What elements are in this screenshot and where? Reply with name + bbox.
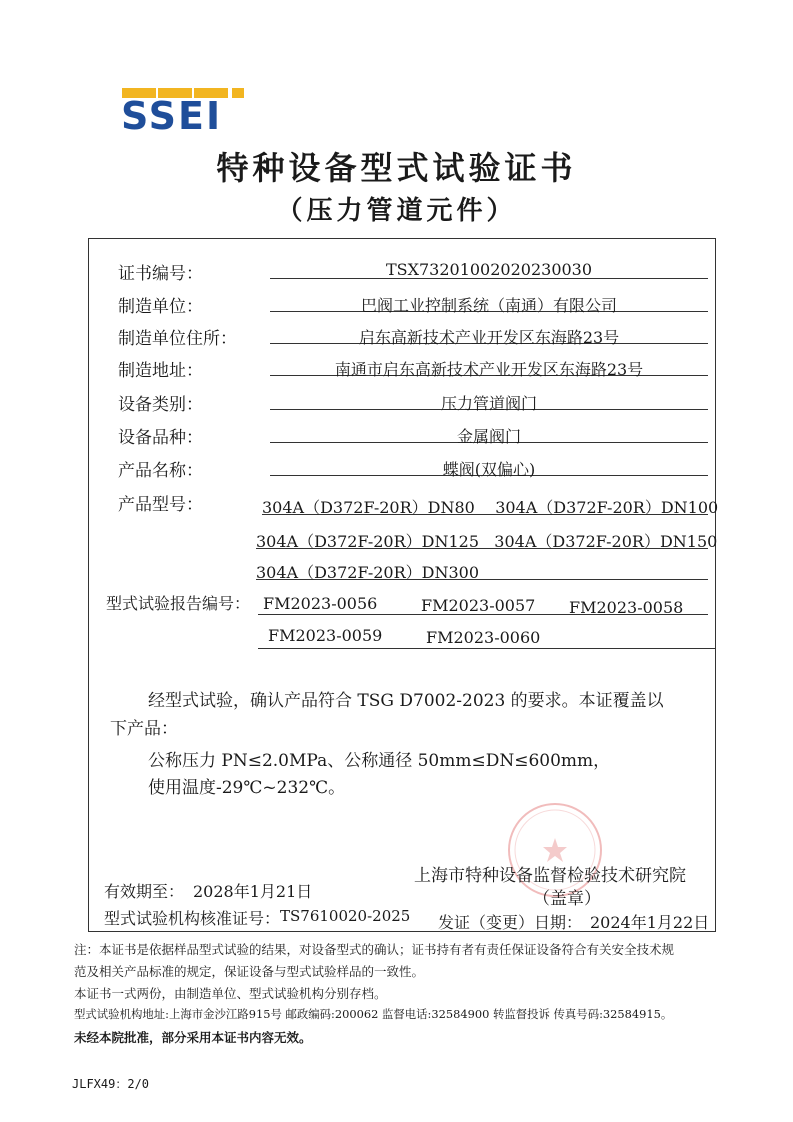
note-line-1: 注：本证书是依据样品型式试验的结果，对设备型式的确认；证书持有者有责任保证设备符合有关安全技术规 bbox=[74, 942, 675, 957]
report-no-item: FM2023-0058 bbox=[569, 598, 684, 617]
coverage-line-pressure: 公称压力 PN≤2.0MPa、公称通径 50mm≤DN≤600mm， bbox=[148, 751, 611, 771]
note-line-3: 本证书一式两份，由制造单位、型式试验机构分别存档。 bbox=[74, 986, 387, 1001]
product-model-label: 产品型号： bbox=[118, 495, 203, 515]
certificate-subtitle: （压力管道元件） bbox=[276, 196, 517, 226]
issue-date-value: 2024年1月22日 bbox=[590, 913, 710, 932]
note-line-2: 范及相关产品标准的规定，保证设备与型式试验样品的一致性。 bbox=[74, 964, 425, 979]
product-model-line-1: 304A（D372F-20R）DN80 304A（D372F-20R）DN100 bbox=[262, 498, 719, 517]
approval-label: 型式试验机构核准证号： bbox=[104, 909, 281, 928]
issuer-name: 上海市特种设备监督检验技术研究院 bbox=[414, 866, 686, 886]
validity-date: 2028年1月21日 bbox=[193, 882, 313, 901]
manufacturing-site-value: 南通市启东高新技术产业开发区东海路23号 bbox=[334, 360, 644, 379]
conclusion-line-2: 下产品： bbox=[110, 719, 178, 739]
report-no-underline-2 bbox=[258, 648, 716, 649]
coverage-line-temperature: 使用温度-29℃~232℃。 bbox=[148, 778, 346, 798]
product-name-value: 蝶阀(双偏心) bbox=[442, 460, 536, 479]
ssei-logo bbox=[120, 86, 260, 132]
report-no-item: FM2023-0056 bbox=[263, 594, 378, 613]
cert-no-label: 证书编号： bbox=[118, 264, 203, 284]
equipment-category-label: 设备类别： bbox=[118, 395, 203, 415]
issue-date-label: 发证（变更）日期： bbox=[438, 913, 583, 932]
note-line-5: 未经本院批准，部分采用本证书内容无效。 bbox=[74, 1030, 312, 1045]
report-no-item: FM2023-0060 bbox=[426, 628, 541, 647]
note-line-4: 型式试验机构地址:上海市金沙江路915号 邮政编码:200062 监督电话:32584900 转监督投诉 传真号码:32584915。 bbox=[74, 1007, 673, 1021]
certificate-title: 特种设备型式试验证书 bbox=[216, 149, 577, 187]
issuer-seal-note: （盖章） bbox=[533, 889, 601, 909]
equipment-category-value: 压力管道阀门 bbox=[440, 394, 537, 413]
product-model-line-2: 304A（D372F-20R）DN125 304A（D372F-20R）DN150 bbox=[256, 532, 718, 551]
form-code: JLFX49：2/0 bbox=[72, 1077, 150, 1091]
product-model-line-3: 304A（D372F-20R）DN300 bbox=[256, 563, 480, 582]
report-no-item: FM2023-0059 bbox=[268, 626, 383, 645]
manufacturer-value: 巴阀工业控制系统（南通）有限公司 bbox=[360, 296, 617, 315]
manufacturer-address-value: 启东高新技术产业开发区东海路23号 bbox=[358, 328, 620, 347]
report-no-item: FM2023-0057 bbox=[421, 596, 536, 615]
report-no-label: 型式试验报告编号： bbox=[106, 594, 251, 613]
equipment-type-label: 设备品种： bbox=[118, 428, 203, 448]
manufacturer-label: 制造单位： bbox=[118, 297, 203, 317]
approval-number: TS7610020-2025 bbox=[280, 907, 411, 925]
validity-label: 有效期至： bbox=[104, 882, 185, 901]
equipment-type-value: 金属阀门 bbox=[456, 427, 521, 446]
conclusion-line-1: 经型式试验，确认产品符合 TSG D7002-2023 的要求。本证覆盖以 bbox=[148, 691, 664, 711]
manufacturer-address-label: 制造单位住所： bbox=[118, 329, 237, 349]
svg-text:SSEI: SSEI bbox=[121, 94, 223, 132]
cert-no-value: TSX73201002020230030 bbox=[385, 260, 593, 279]
manufacturing-site-label: 制造地址： bbox=[118, 361, 203, 381]
product-name-label: 产品名称： bbox=[118, 461, 203, 481]
